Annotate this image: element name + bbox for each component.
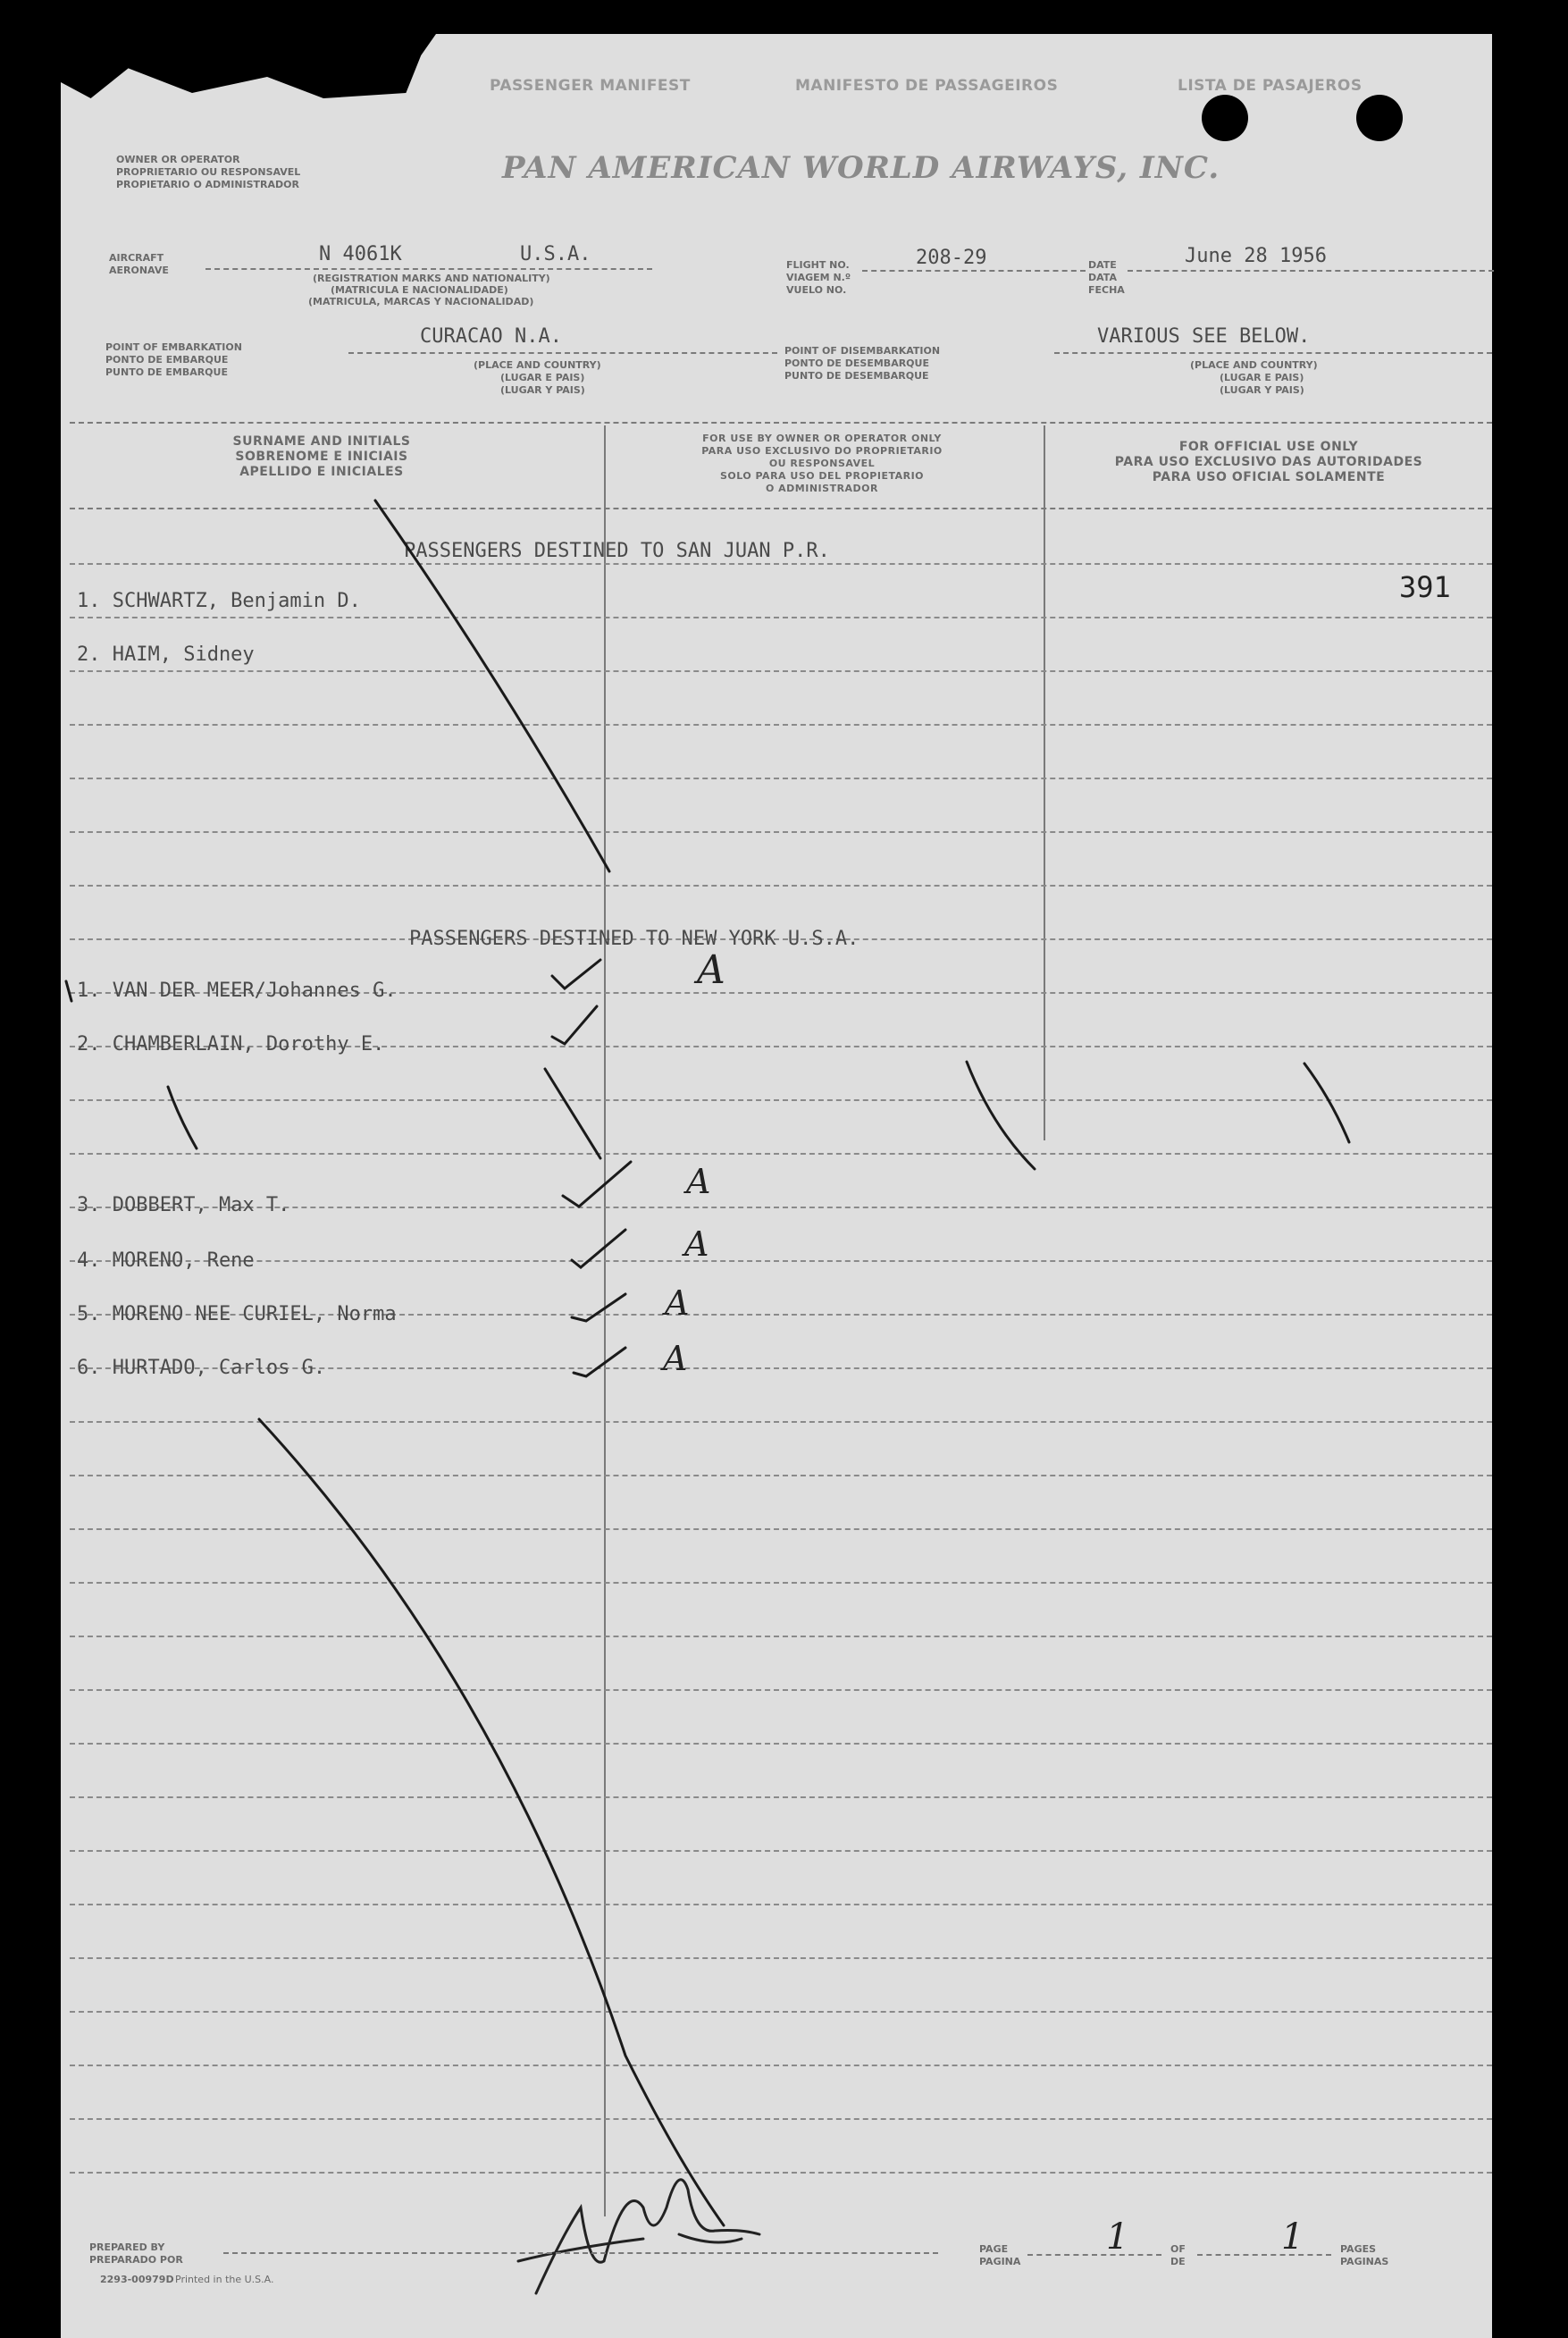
disembark-label-pt: PONTO DE DESEMBARQUE <box>784 357 929 369</box>
passenger-row: 2. CHAMBERLAIN, Dorothy E. <box>77 1033 385 1055</box>
aircraft-country: U.S.A. <box>520 243 591 265</box>
aircraft-sub-3: (MATRICULA, MARCAS Y NACIONALIDAD) <box>308 296 534 307</box>
signature <box>518 2180 759 2293</box>
aircraft-sub-2: (MATRICULA E NACIONALIDADE) <box>331 284 508 296</box>
pages-label-en: PAGES <box>1340 2243 1377 2255</box>
tally-stroke <box>1304 1064 1349 1142</box>
cancel-stroke <box>375 500 609 871</box>
column-header-official-en: FOR OFFICIAL USE ONLY <box>1178 440 1359 454</box>
title-lista: LISTA DE PASAJEROS <box>1178 77 1363 95</box>
mark-a: A <box>665 1283 690 1323</box>
owner-label-pt: PROPRIETARIO OU RESPONSAVEL <box>116 166 301 178</box>
check-mark <box>563 1162 631 1207</box>
flight-label-es: VUELO NO. <box>786 284 847 296</box>
stamp-number: 391 <box>1399 570 1451 604</box>
column-header-surname-es: APELLIDO E INICIALES <box>239 465 404 479</box>
page-number: 1 <box>1106 2216 1129 2258</box>
column-header-owner-3: OU RESPONSAVEL <box>768 458 876 469</box>
disembark-place-1: (PLACE AND COUNTRY) <box>1190 359 1318 371</box>
prepared-label-pt: PREPARADO POR <box>89 2254 183 2266</box>
column-header-official-es: PARA USO OFICIAL SOLAMENTE <box>1152 470 1386 484</box>
page-label-en: PAGE <box>979 2243 1009 2255</box>
date-label-en: DATE <box>1088 259 1117 271</box>
total-pages: 1 <box>1281 2216 1304 2258</box>
check-mark <box>572 1230 625 1267</box>
passenger-row: 6. HURTADO, Carlos G. <box>77 1357 326 1379</box>
check-mark <box>574 1348 625 1376</box>
check-mark <box>572 1294 625 1321</box>
passenger-row: 3. DOBBERT, Max T. <box>77 1194 290 1216</box>
flight-label-en: FLIGHT NO. <box>786 259 850 271</box>
column-header-owner-2: PARA USO EXCLUSIVO DO PROPRIETARIO <box>701 445 943 457</box>
flight-number: 208-29 <box>916 247 987 269</box>
disembark-label-en: POINT OF DISEMBARKATION <box>784 345 941 357</box>
check-mark <box>552 960 600 988</box>
cancel-stroke <box>259 1419 724 2225</box>
column-header-surname-pt: SOBRENOME E INICIAIS <box>235 450 408 464</box>
column-header-official-pt: PARA USO EXCLUSIVO DAS AUTORIDADES <box>1114 455 1423 469</box>
passenger-row: 2. HAIM, Sidney <box>77 643 255 666</box>
cancel-stroke <box>545 1069 600 1158</box>
embark-place-2: (LUGAR E PAIS) <box>500 372 585 383</box>
date-label-es: FECHA <box>1088 284 1125 296</box>
mark-a: A <box>697 947 725 993</box>
printed-in: Printed in the U.S.A. <box>175 2274 274 2285</box>
tally-stroke <box>967 1062 1035 1169</box>
passenger-row: 4. MORENO, Rene <box>77 1249 255 1272</box>
column-header-owner-5: O ADMINISTRADOR <box>765 483 879 494</box>
embark-value: CURACAO N.A. <box>420 325 562 348</box>
tally-stroke <box>168 1087 197 1148</box>
flight-label-pt: VIAGEM N.º <box>786 272 851 283</box>
embark-label-en: POINT OF EMBARKATION <box>105 341 242 353</box>
page-line <box>1027 2254 1161 2256</box>
of-label-pt: DE <box>1170 2256 1186 2267</box>
owner-label-en: OWNER OR OPERATOR <box>116 154 240 165</box>
page-label-pt: PAGINA <box>979 2256 1021 2267</box>
of-line <box>1197 2254 1331 2256</box>
flight-date: June 28 1956 <box>1185 245 1327 267</box>
check-mark <box>552 1006 597 1044</box>
aircraft-registration: N 4061K <box>319 243 402 265</box>
passenger-row: 1. VAN DER MEER/Johannes G. <box>77 980 397 1002</box>
pages-label-pt: PAGINAS <box>1340 2256 1389 2267</box>
column-header-owner-4: SOLO PARA USO DEL PROPIETARIO <box>719 470 925 482</box>
prepared-line <box>223 2252 938 2254</box>
embark-place-3: (LUGAR Y PAIS) <box>500 384 585 396</box>
tally-stroke <box>66 981 71 1001</box>
disembark-value: VARIOUS SEE BELOW. <box>1097 325 1311 348</box>
column-header-surname-en: SURNAME AND INITIALS <box>232 434 411 449</box>
prepared-label-en: PREPARED BY <box>89 2241 165 2253</box>
title-passenger-manifest: PASSENGER MANIFEST <box>490 77 691 95</box>
mark-a: A <box>686 1162 711 1201</box>
mark-a: A <box>684 1224 709 1264</box>
owner-label-es: PROPIETARIO O ADMINISTRADOR <box>116 179 299 190</box>
disembark-label-es: PUNTO DE DESEMBARQUE <box>784 370 929 382</box>
embark-place-1: (PLACE AND COUNTRY) <box>474 359 601 371</box>
embark-label-es: PUNTO DE EMBARQUE <box>105 366 228 378</box>
aircraft-label-pt: AERONAVE <box>109 265 169 276</box>
company-name: PAN AMERICAN WORLD AIRWAYS, INC. <box>502 150 1220 186</box>
aircraft-label-en: AIRCRAFT <box>109 252 164 264</box>
form-number: 2293-00979D <box>100 2274 174 2285</box>
passenger-row: 1. SCHWARTZ, Benjamin D. <box>77 590 361 612</box>
embark-label-pt: PONTO DE EMBARQUE <box>105 354 229 366</box>
date-label-pt: DATA <box>1088 272 1117 283</box>
mark-a: A <box>663 1339 688 1378</box>
passenger-row: 5. MORENO NEE CURIEL, Norma <box>77 1303 397 1325</box>
column-header-owner-1: FOR USE BY OWNER OR OPERATOR ONLY <box>702 433 942 444</box>
section-heading-new-york: PASSENGERS DESTINED TO NEW YORK U.S.A. <box>409 928 859 950</box>
title-manifesto: MANIFESTO DE PASSAGEIROS <box>795 77 1059 95</box>
disembark-place-3: (LUGAR Y PAIS) <box>1220 384 1304 396</box>
aircraft-sub-1: (REGISTRATION MARKS AND NATIONALITY) <box>313 273 550 284</box>
disembark-place-2: (LUGAR E PAIS) <box>1220 372 1304 383</box>
of-label-en: OF <box>1170 2243 1186 2255</box>
section-heading-san-juan: PASSENGERS DESTINED TO SAN JUAN P.R. <box>404 540 830 562</box>
